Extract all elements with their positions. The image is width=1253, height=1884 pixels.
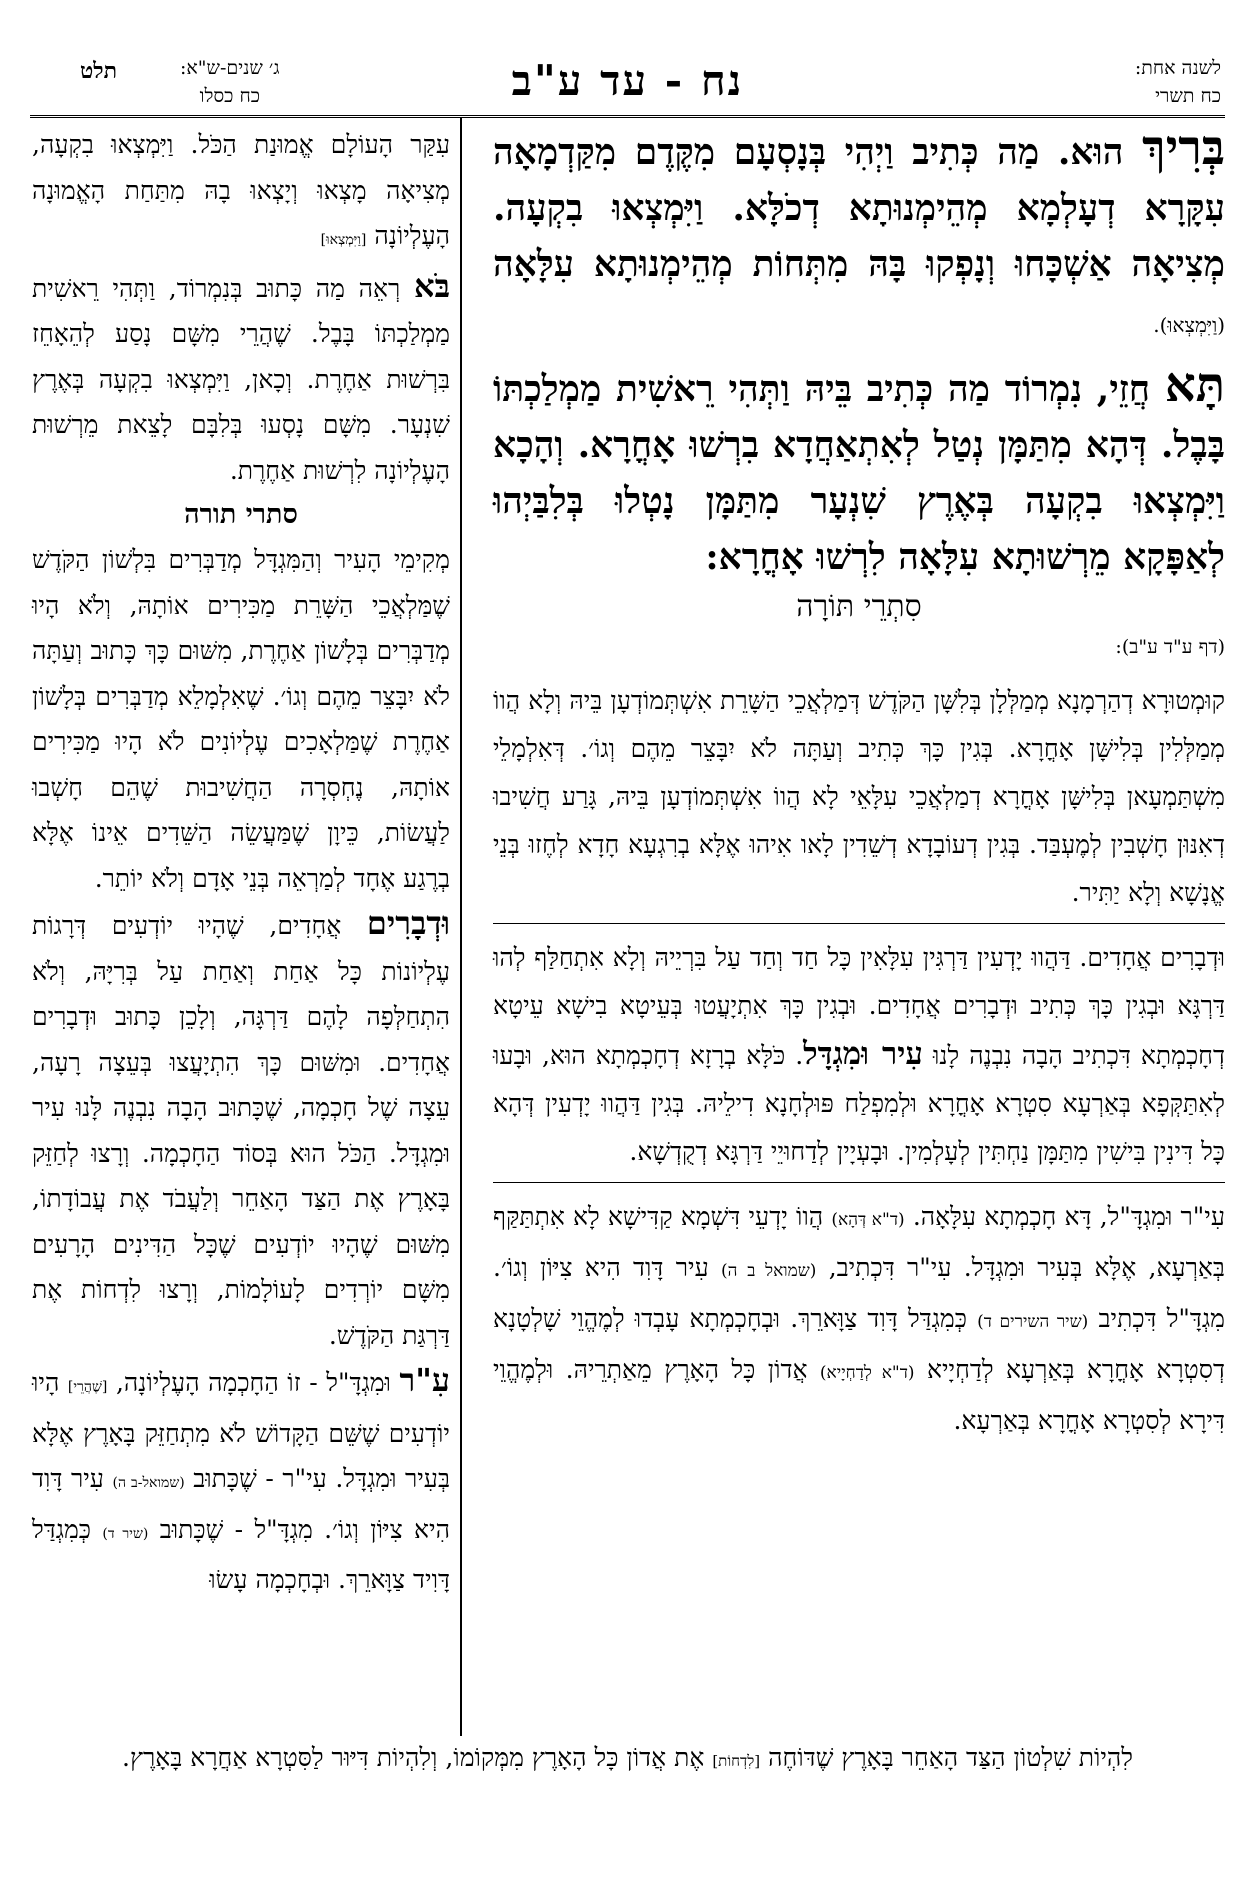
- opening-word: עִ"ר: [399, 1361, 451, 1399]
- page-number: תלט: [80, 58, 117, 84]
- continuation-text: לִהְיוֹת שִׁלְטוֹן הַצַּד הָאַחֵר בָּאָרֶץ שֶׁדּוֹחֶה: [768, 1743, 1133, 1772]
- opening-word: בְּרִיךְ: [1142, 120, 1225, 176]
- translation-text: אֲחָדִים, שֶׁהָיוּ יוֹדְעִים דְּרָגוֹת עֶלְיוֹנוֹת כָּל אַחַת וְאַחַת עַל בְּרִיָּהּ, וְלֹא הִתְחַלְּפָה לָהֶם דַּרְגָּה, וְלָכֵן כָּתוּב וּדְבָרִים אֲחָדִים. וּמִשּׁוּם כָּךְ הִתְיָעֲצוּ בְּעֵצָה רָעָה, עֵצָה שֶׁל חָכְמָה, שֶׁכָּתוּב הָבָה נִבְנֶה לָּנוּ עִיר וּמִגְדָּל. הַכֹּל הוּא בְּסוֹד הַחָכְמָה. וְרָצוּ לְחַזֵּק בָּאָרֶץ אֶת הַצַּד הָאַחֵר וְלַעֲבֹד אֶת עֲבוֹדָתוֹ, מִשּׁוּם שֶׁהָיוּ יוֹדְעִים שֶׁכָּל הַדִּינִים הָרָעִים מִשָּׁם יוֹרְדִים לָעוֹלָמוֹת, וְרָצוּ לִדְחוֹת אֶת דַּרְגַּת הַקֹּדֶשׁ.: [32, 911, 450, 1350]
- inline-note: [שֶׁהֲרֵי]: [67, 1379, 108, 1395]
- zohar-text: הֲווֹ יָדְעֵי דִּשְׁמָא קַדִּישָׁא לָא אִתְתַּקַּף בְּאַרְעָא, אֶלָּא בְּעִיר וּמִגְדָּל. עִי"ר דִּכְתִיב,: [493, 1202, 1225, 1282]
- zohar-text: כְּמִגְדַּל דָּוִד צַוָּארֵךְ. וּבְחָכְמְתָא עָבְדוּ לְמֶהֱוֵי שָׁלְטָנָא דְסִטְרָא אָחֳרָא בְּאַרְעָא לְדַחְיָיא: [493, 1304, 1226, 1384]
- inline-note: [לִדְחוֹת]: [712, 1752, 761, 1770]
- bottom-continuation: [30, 1736, 1225, 1783]
- column-divider: [460, 118, 462, 1736]
- aramaic-text: חֲזֵי, נִמְרוֹד מַה כְּתִיב בֵּיהּ וַתְּהִי רֵאשִׁית מַמְלַכְתּוֹ בָּבֶל. דְּהָא מִתַּמָּן נְטַל לְאִתְאַחֲדָא בִרְשׁוּ אָחֳרָא. וְהָכָא וַיִּמְצְאוּ בִקְעָה בְּאֶרֶץ שִׁנְעָר מִתַּמָּן נָטְלוּ בְּלִבַּיְהוּ לְאַפָּקָא מֵרְשׁוּתָא עִלָּאָה לִרְשׁוּ אָחֳרָא:: [493, 368, 1225, 578]
- opening-word: תָּא: [1164, 357, 1225, 413]
- inline-note: [וַיִּמְצְאוּ]: [320, 232, 367, 248]
- zohar-paragraph-2: [493, 934, 1225, 1183]
- translation-paragraph-2: [32, 264, 450, 494]
- zohar-paragraph-3: [493, 1193, 1225, 1451]
- verse-reference: (שיר השירים ד): [977, 1312, 1089, 1332]
- inline-note: (ד"א לְדַחְיָיא): [819, 1363, 915, 1383]
- aramaic-text: הוּא. מַה כְּתִיב וַיְהִי בְּנָסְעָם מִקֶּדֶם מִקַּדְמָאָה עִקָּרָא דְעָלְמָא מְהֵימְנוּתָא דְכֹלָּא. וַיִּמְצְאוּ בִקְעָה. מְצִיאָה אַשְׁכָּחוּ וְנָפְקוּ בָּהּ מִתְּחוֹת מְהֵימְנוּתָא עִלָּאָה: [493, 131, 1225, 285]
- translation-text: עִקַּר הָעוֹלָם אֱמוּנַת הַכֹּל. וַיִּמְצְאוּ בִקְעָה, מְצִיאָה מָצְאוּ וְיָצְאוּ בָהּ מִתַּחַת הָאֱמוּנָה הָעֶלְיוֹנָה: [32, 130, 450, 250]
- opening-word: בֹּא: [414, 266, 451, 305]
- translation-text: עִיר דָּוִד הִיא צִיּוֹן וְגוֹ׳. מִגְדָּ"ל - שֶׁכָּתוּב: [32, 1464, 450, 1544]
- zohar-text: . כֹּלָּא בְרָזָא דְחָכְמְתָא הוּא, וּבָעוּ לְאִתַּקְּפָא בְּאַרְעָא סִטְרָא אָחֳרָא וּלְמִפְלַח פּוּלְחָנָא דִילֵיהּ. בְּגִין דַּהֲווּ יָדְעִין דְּהָא כָּל דִּינִין בִּישִׁין מִתַּמָּן נַחְתִּין לְעָלְמִין. וּבָעְיָין לְדַחוּיֵי דַּרְגָּא דְקֻדְשָׁא.: [493, 1041, 1225, 1166]
- verse-reference: (שמואל-ב ה): [112, 1475, 185, 1491]
- translation-text: כְּמִגְדַּל דָּוִיד צַוָּארֵךְ. וּבְחָכְמָה עָשׂוּ: [32, 1514, 450, 1594]
- daf-reference: (דף ע"ד ע"ב):: [1115, 636, 1225, 658]
- zohar-text: עִיר דָּוִד הִיא צִיּוֹן וְגוֹ׳. מִגְדָּ"ל דִּכְתִיב: [493, 1253, 1225, 1333]
- aramaic-paragraph-2: [493, 357, 1225, 585]
- continuation-text: אֶת אֲדוֹן כָּל הָאָרֶץ מִמְּקוֹמוֹ, וְלִהְיוֹת דִּיּוּר לַסִּטְרָא אַחֲרָא בָּאָרֶץ.: [122, 1743, 705, 1772]
- page-header: [30, 54, 1225, 118]
- aramaic-paragraph-1: [493, 120, 1225, 353]
- zohar-paragraph-1: קוּמְטוּרָא דְהַרְמָנָא מְמַלְּלָן בְּלִשָּׁן הַקֹּדֶשׁ דְּמַלְאֲכֵי הַשָּׁרֵת אִשְׁתְּמוֹדְעָן בֵּיהּ וְלָא הֲווֹ מְמַלְּלִין בְּלִישָּׁן אָחֳרָא. בְּגִין כָּךְ כְּתִיב וְעַתָּה לֹא יִבָּצֵר מֵהֶם וְגוֹ׳. דְּאִלְמָלֵי מִשְׁתַּמְעָאן בְּלִישָּׁן אָחֳרָא דְמַלְאֲכֵי עִלָּאֵי לָא הֲווֹ אִשְׁתְּמוֹדְעָן בֵּיהּ, גָּרַע חֲשִׁיבוּ דְאִנּוּן חָשְׁבִין לְמֶעְבַּד. בְּגִין דְעוֹבָדָא דְשֵׁדִין לָאו אִיהוּ אֶלָּא בְרִגְעָא חָדָא לְחֶזוּ בְּנֵי אֱנָשָׁא וְלָא יַתִּיר.: [493, 677, 1225, 924]
- header-right-line1: לשנה אחת:: [1134, 57, 1221, 79]
- translation-text: וּמִגְדָּ"ל - זוֹ הַחָכְמָה הָעֶלְיוֹנָה,: [115, 1368, 391, 1397]
- inline-note: (וַיִּמְצְאוּ).: [1153, 313, 1225, 337]
- translation-paragraph-3: מְקִימֵי הָעִיר וְהַמִּגְדָּל מְדַבְּרִים בִּלְשׁוֹן הַקֹּדֶשׁ שֶׁמַּלְאֲכֵי הַשָּׁרֵת מַכִּירִים אוֹתָהּ, וְלֹא הָיוּ מְדַבְּרִים בְּלָשׁוֹן אַחֶרֶת, מִשּׁוּם כָּךְ כָּתוּב וְעַתָּה לֹא יִבָּצֵר מֵהֶם וְגוֹ׳. שֶׁאִלְמָלֵא מְדַבְּרִים בְּלָשׁוֹן אַחֶרֶת שֶׁמַּלְאָכִים עֶלְיוֹנִים לֹא הָיוּ מַכִּירִים אוֹתָהּ, נֶחְסְרָה הַחֲשִׁיבוּת שֶׁהֵם חָשְׁבוּ לַעֲשׂוֹת, כֵּיוָן שֶׁמַּעֲשֵׂה הַשֵּׁדִים אֵינוֹ אֶלָּא בְרֶגַע אֶחָד לְמַרְאֵה בְּנֵי אָדָם וְלֹא יוֹתֵר.: [32, 545, 450, 893]
- zohar-text: עִי"ר וּמִגְדָּ"ל, דָּא חָכְמְתָא עִלָּאָה.: [912, 1202, 1226, 1231]
- zohar-text: וּדְבָרִים אֲחָדִים. דַּהֲווּ יָדְעִין דַּרְגִּין עִלָּאִין כָּל חַד וְחַד עַל בִּרְיֵיהּ וְלָא אִתְחַלַּף לְהוּ דַּרְגָּא וּבְגִין כָּךְ כְּתִיב וּדְבָרִים אֲחָדִים. וּבְגִין כָּךְ אִתְיָעֲטוּ בְּעֵיטָא בִישָׁא עֵיטָא דְחָכְמְתָא דִּכְתִיב הָבָה נִבְנֶה לָנוּ: [493, 943, 1225, 1070]
- header-title: נח - עד ע"ב: [511, 56, 744, 105]
- header-rule: [30, 115, 1225, 118]
- section-title: סִתְרֵי תּוֹרָה: [796, 589, 922, 624]
- header-right-line2: כח תשרי: [1155, 85, 1221, 107]
- translation-paragraph-1: [32, 122, 450, 264]
- side-section-title: סתרי תורה: [184, 499, 298, 530]
- header-left: [180, 54, 280, 110]
- translation-paragraph-4: [32, 901, 450, 1358]
- translation-column: [32, 122, 450, 1603]
- translation-paragraph-5: [32, 1358, 450, 1603]
- header-left-line1: ג׳ שנים-ש"א:: [180, 57, 280, 79]
- opening-word: וּדְבָרִים: [366, 904, 450, 942]
- translation-text: הָיוּ יוֹדְעִים שֶׁשֵּׁם הַקָּדוֹשׁ לֹא מִתְחַזֵּק בָּאָרֶץ אֶלָּא בְּעִיר וּמִגְדָּל. עִי"ר - שֶׁכָּתוּב: [32, 1368, 451, 1493]
- emphasized-phrase: עִיר וּמִגְדָּל: [803, 1036, 923, 1072]
- inline-note: (ד"א דְּהָא): [831, 1210, 905, 1230]
- verse-reference: (שמואל ב ה): [721, 1261, 817, 1281]
- translation-text: רְאֵה מַה כָּתוּב בְּנִמְרוֹד, וַתְּהִי רֵאשִׁית מַמְלַכְתּוֹ בָּבֶל. שֶׁהֲרֵי מִשָּׁם נָסַע לְהֵאָחֵז בִּרְשׁוּת אַחֶרֶת. וְכָאן, וַיִּמְצְאוּ בִקְעָה בְּאֶרֶץ שִׁנְעָר. מִשָּׁם נָסְעוּ בְּלִבָּם לָצֵאת מֵרְשׁוּת הָעֶלְיוֹנָה לִרְשׁוּת אַחֶרֶת.: [32, 273, 450, 485]
- zohar-text: אֲדוֹן כָּל הָאָרֶץ מֵאַתְרֵיהּ. וּלְמֶהֱוֵי דִּירָא לְסִטְרָא אָחֳרָא בְּאַרְעָא.: [493, 1355, 1225, 1435]
- main-column: [493, 120, 1225, 1461]
- verse-reference: (שיר ד): [102, 1525, 149, 1542]
- header-left-line2: כח כסלו: [199, 85, 260, 107]
